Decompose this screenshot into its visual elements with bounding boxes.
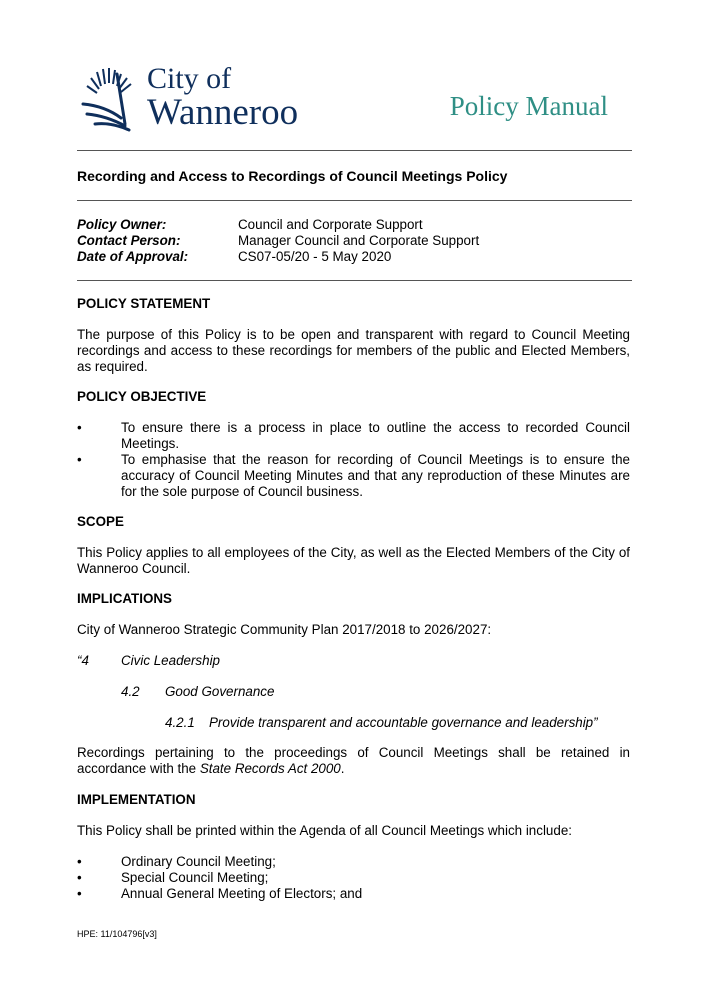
section-heading: POLICY STATEMENT — [77, 296, 211, 311]
quote-number: “4 — [77, 653, 89, 668]
section-heading: IMPLICATIONS — [77, 591, 172, 606]
records-act: State Records Act 2000 — [199, 761, 341, 776]
meta-key: Date of Approval: — [77, 249, 189, 264]
meta-value: Council and Corporate Support — [238, 217, 423, 232]
meeting-list — [77, 854, 630, 902]
list-item-text: To ensure there is a process in place to outline the access to recorded Council Meetings. — [121, 420, 630, 451]
implementation-paragraph: This Policy shall be printed within the Agenda of all Council Meetings which include: — [77, 823, 572, 838]
meta-value: CS07-05/20 - 5 May 2020 — [238, 249, 392, 264]
scope-paragraph: This Policy applies to all employees of the City, as well as the Elected Members of the City of Wanneroo Council. — [77, 545, 630, 576]
records-text: Recordings pertaining to the proceedings of Council Meetings shall be retained in accordance with the — [77, 745, 630, 776]
bullet: • — [77, 886, 82, 901]
footer-reference: HPE: 11/104796[v3] — [77, 929, 157, 939]
list-item-text: To emphasise that the reason for recording of Council Meetings is to ensure the accuracy of Council Meeting Minutes and that any reproduction of these Minutes are for the sole purpose of Council business. — [121, 452, 630, 499]
list-item — [77, 452, 630, 500]
list-item — [77, 854, 630, 870]
section-heading: POLICY OBJECTIVE — [77, 389, 207, 404]
implications-paragraph: City of Wanneroo Strategic Community Plan 2017/2018 to 2026/2027: — [77, 622, 492, 637]
records-suffix: . — [340, 761, 345, 776]
list-item — [77, 886, 630, 902]
bullet: • — [77, 452, 82, 467]
divider — [77, 280, 632, 281]
meta-value: Manager Council and Corporate Support — [238, 233, 480, 248]
statement-paragraph: The purpose of this Policy is to be open and transparent with regard to Council Meeting recordings and access to these recordings for members of the public and Elected Members, as required. — [77, 327, 630, 374]
divider — [77, 200, 632, 201]
list-item-text: Ordinary Council Meeting; — [121, 854, 276, 869]
quote-text: Provide transparent and accountable governance and leadership” — [209, 715, 598, 730]
quote-text: Good Governance — [165, 684, 275, 699]
logo-wanneroo-text: Wanneroo — [147, 92, 299, 133]
logo-city-text: City of — [147, 62, 232, 95]
meta-row — [77, 217, 479, 233]
bullet: • — [77, 870, 82, 885]
list-item — [77, 420, 630, 452]
meta-row — [77, 233, 479, 249]
divider — [77, 150, 632, 151]
quote-number: 4.2 — [121, 684, 140, 699]
list-item-text: Special Council Meeting; — [121, 870, 269, 885]
meta-key: Contact Person: — [77, 233, 181, 248]
meta-row — [77, 249, 479, 265]
section-heading: SCOPE — [77, 514, 124, 529]
section-heading: IMPLEMENTATION — [77, 792, 196, 807]
list-item — [77, 870, 630, 886]
bullet: • — [77, 420, 82, 435]
quote-text: Civic Leadership — [121, 653, 220, 668]
document-title: Recording and Access to Recordings of Council Meetings Policy — [77, 168, 508, 184]
policy-meta — [77, 217, 479, 265]
wattle-icon — [77, 64, 147, 134]
quote-number: 4.2.1 — [165, 715, 195, 730]
list-item-text: Annual General Meeting of Electors; and — [121, 886, 363, 901]
bullet: • — [77, 854, 82, 869]
objective-list — [77, 420, 630, 500]
policy-manual-title: Policy Manual — [449, 91, 608, 121]
records-paragraph — [77, 745, 630, 777]
meta-key: Policy Owner: — [77, 217, 167, 232]
